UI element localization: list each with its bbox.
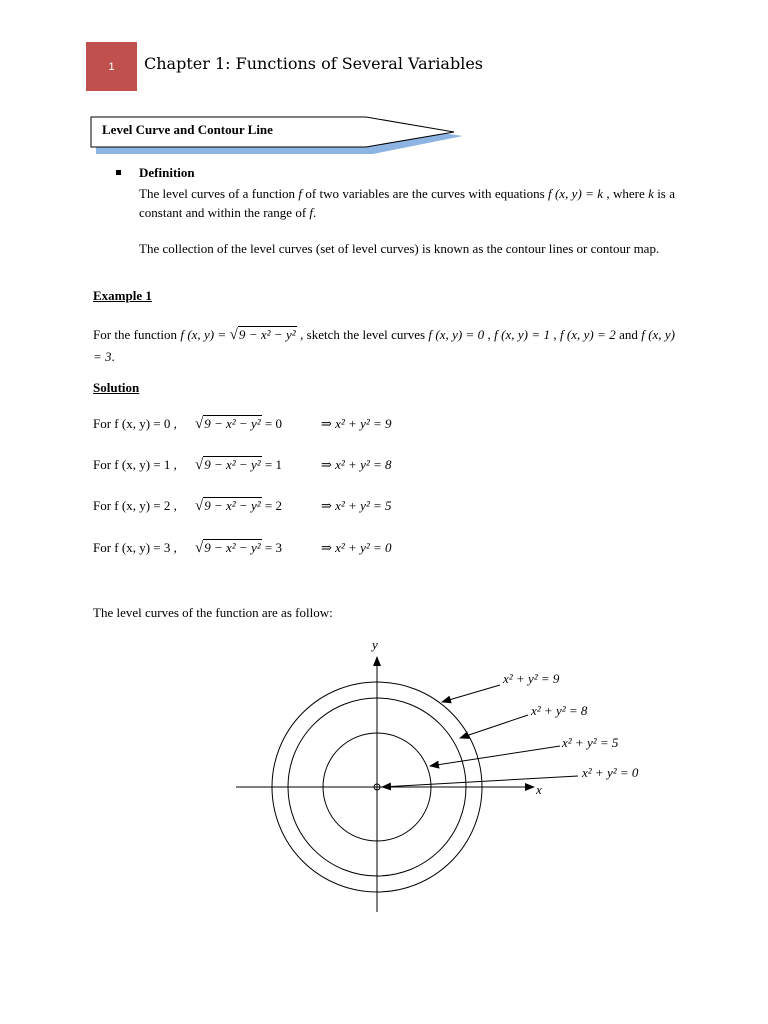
y-axis-label: y [372,637,378,652]
solution-lead: For f (x, y) = 1 , [93,457,177,472]
solution-result: ⇒ x² + y² = 8 [321,457,392,472]
radical-icon: √ [195,416,204,432]
ex-func-radicand: 9 − x² − y² [238,327,296,342]
def-k: k [648,186,654,201]
solution-radicand: 9 − x² − y² [204,457,261,472]
ex-curve-1: f (x, y) = 1 [494,327,550,342]
pointer-arrow-9 [442,685,500,702]
def-text-d: is a constant and within the range of [139,186,675,220]
radical-icon: √ [229,327,238,343]
ex-end: . [111,349,115,364]
solution-radicand: 9 − x² − y² [204,540,261,555]
solution-result: ⇒ x² + y² = 0 [321,540,392,555]
ex-curve-0: f (x, y) = 0 [428,327,485,342]
ex-func-lhs: f (x, y) = [180,327,230,342]
ex-sep-2: , [549,327,560,342]
curve-label-5: x² + y² = 5 [562,735,619,750]
ex-sep-1: , [484,327,495,342]
example-heading: Example 1 [93,288,152,303]
radical-icon: √ [195,498,204,514]
chapter-title: Chapter 1: Functions of Several Variables [144,54,484,73]
ex-text-2: , sketch the level curves [296,327,429,342]
solution-rhs: = 3 [261,540,282,555]
def-equation: f (x, y) = k [548,186,604,201]
curve-label-8: x² + y² = 8 [531,703,588,718]
solution-result: ⇒ x² + y² = 5 [321,498,392,513]
radical-icon: √ [195,540,204,556]
solution-lead: For f (x, y) = 3 , [93,540,177,555]
definition-label: Definition [139,165,195,180]
curve-label-0: x² + y² = 0 [582,765,639,780]
solution-rhs: = 1 [261,457,282,472]
def-f2: f [309,205,314,220]
page-number-badge: 1 [86,42,137,91]
contour-paragraph: The collection of the level curves (set of level curves) is known as the contour lines or contour map. [139,241,660,256]
x-axis-label: x [536,782,542,797]
solution-radicand: 9 − x² − y² [204,416,261,431]
pointer-arrow-5 [430,746,560,766]
ex-and: and [615,327,642,342]
def-text-c: , where [603,186,649,201]
solution-radicand: 9 − x² − y² [204,498,261,513]
solution-result: ⇒ x² + y² = 9 [321,416,392,431]
solution-lead: For f (x, y) = 2 , [93,498,177,513]
solution-rhs: = 0 [261,416,282,431]
solution-rhs: = 2 [261,498,282,513]
def-f: f [298,186,303,201]
ex-text-1: For the function [93,327,181,342]
ex-curve-2: f (x, y) = 2 [559,327,616,342]
solution-heading: Solution [93,380,140,395]
def-text-b: of two variables are the curves with equations [302,186,549,201]
ex-curve-3: f (x, y) = 3 [93,327,676,364]
def-text-a: The level curves of a function [139,186,299,201]
graph-intro: The level curves of the function are as follow: [93,605,333,620]
pointer-arrow-0 [382,776,578,787]
section-title: Level Curve and Contour Line [102,122,273,137]
solution-lead: For f (x, y) = 0 , [93,416,177,431]
curve-label-9: x² + y² = 9 [503,671,560,686]
pointer-arrow-8 [460,715,528,738]
def-text-e: . [313,205,317,220]
radical-icon: √ [195,457,204,473]
